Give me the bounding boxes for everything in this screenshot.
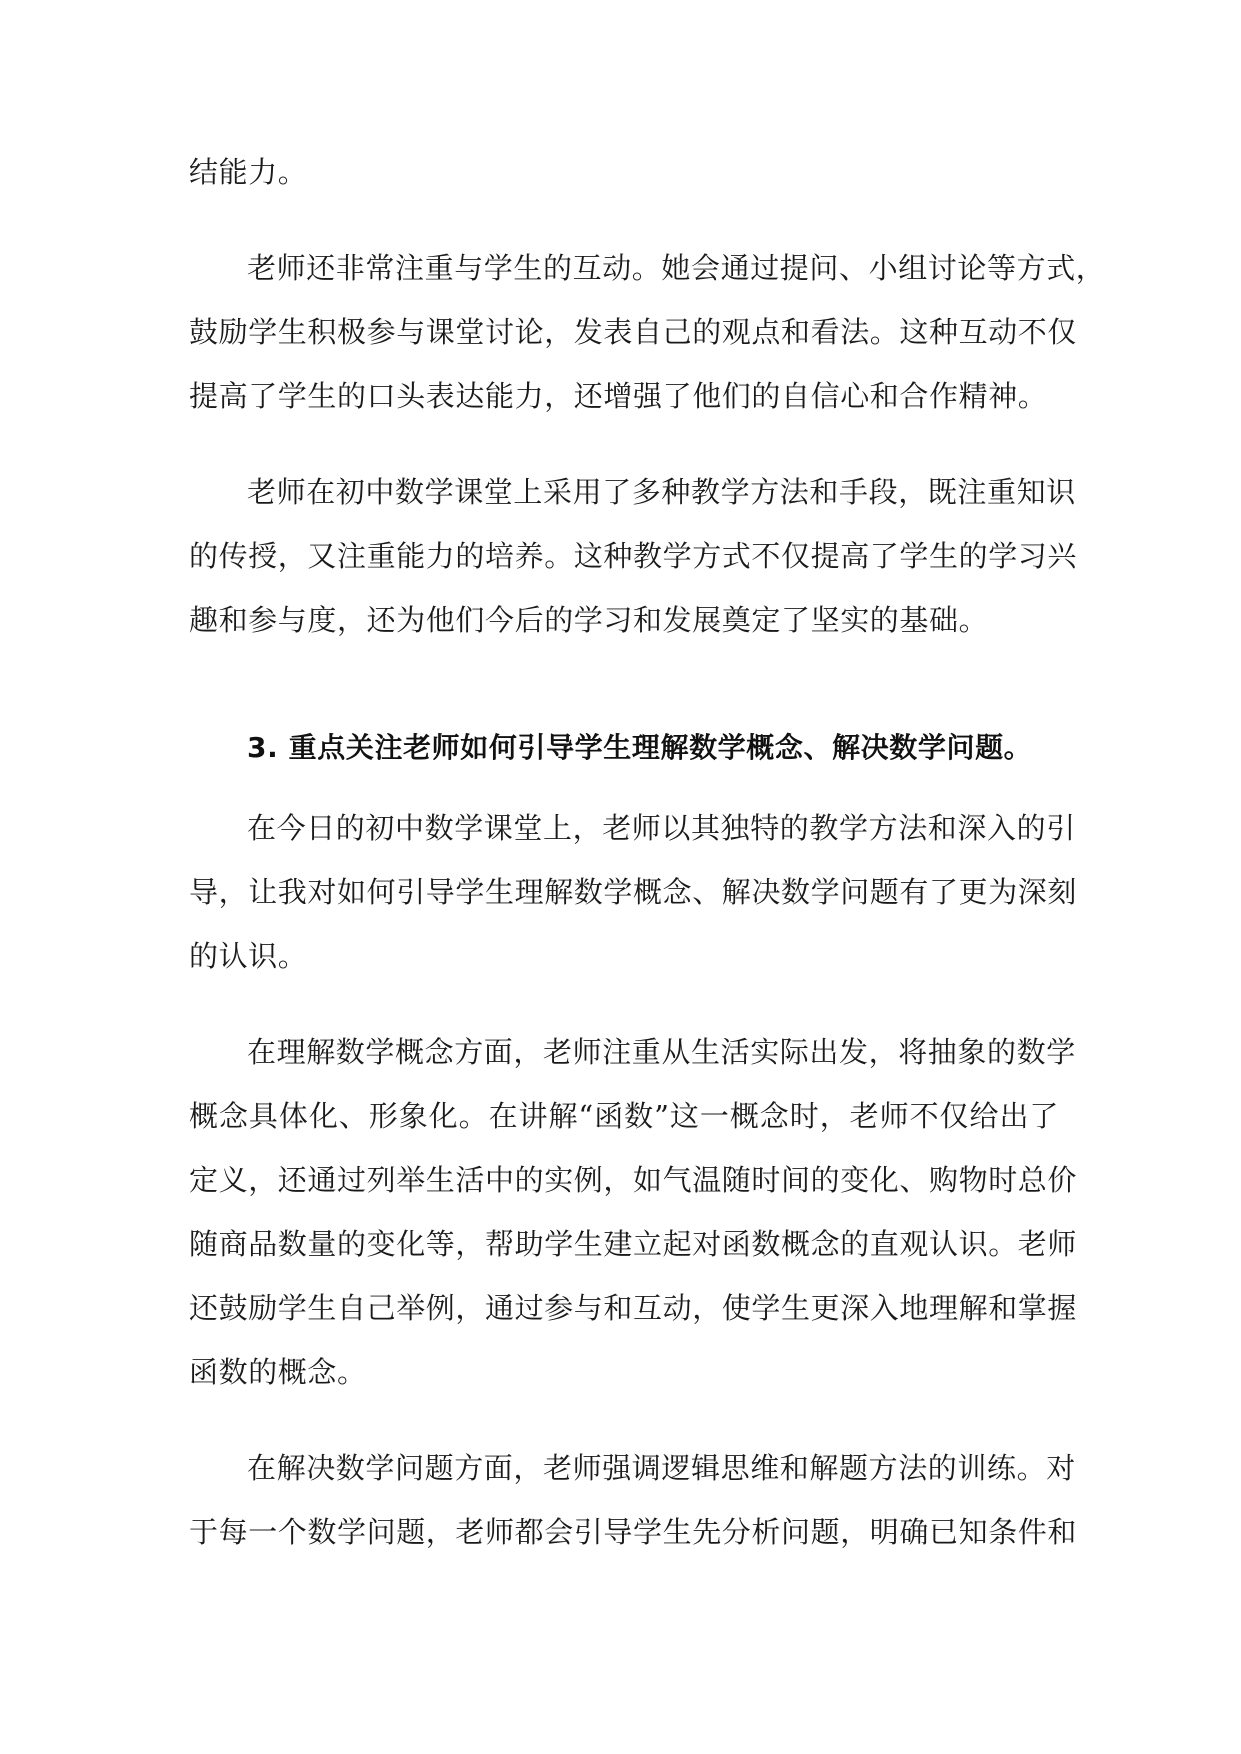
paragraph-line: 鼓励学生积极参与课堂讨论，发表自己的观点和看法。这种互动不仅: [189, 315, 1078, 349]
paragraph-2: [189, 236, 1106, 428]
paragraph-line: 的传授，又注重能力的培养。这种教学方式不仅提高了学生的学习兴: [189, 539, 1078, 573]
paragraph-line: 老师在初中数学课堂上采用了多种教学方法和手段，既注重知识: [247, 475, 1076, 509]
paragraph-6: [189, 1436, 1078, 1564]
paragraph-line: 趣和参与度，还为他们今后的学习和发展奠定了坚实的基础。: [189, 603, 989, 637]
paragraph-line: 的认识。: [189, 939, 308, 973]
paragraph-line: 在理解数学概念方面，老师注重从生活实际出发，将抽象的数学: [247, 1035, 1076, 1069]
paragraph-5: [189, 1020, 1078, 1404]
paragraph-line: 于每一个数学问题，老师都会引导学生先分析问题，明确已知条件和: [189, 1515, 1078, 1549]
paragraph-line: 还鼓励学生自己举例，通过参与和互动，使学生更深入地理解和掌握: [189, 1291, 1078, 1325]
paragraph-line: 在今日的初中数学课堂上，老师以其独特的教学方法和深入的引: [247, 811, 1076, 845]
paragraph-line: 随商品数量的变化等，帮助学生建立起对函数概念的直观认识。老师: [189, 1227, 1078, 1261]
document-body: [189, 140, 1106, 1564]
section-heading: 3. 重点关注老师如何引导学生理解数学概念、解决数学问题。: [247, 731, 1033, 764]
paragraph-1: [189, 140, 1059, 204]
paragraph-line: 在解决数学问题方面，老师强调逻辑思维和解题方法的训练。对: [247, 1451, 1076, 1485]
paragraph-line: 老师还非常注重与学生的互动。她会通过提问、小组讨论等方式，: [247, 251, 1106, 285]
paragraph-3: [189, 460, 1078, 652]
paragraph-4: [189, 796, 1078, 988]
paragraph-line: 结能力。: [189, 155, 308, 189]
paragraph-line: 导，让我对如何引导学生理解数学概念、解决数学问题有了更为深刻: [189, 875, 1078, 909]
paragraph-line: 概念具体化、形象化。在讲解“函数”这一概念时，老师不仅给出了: [189, 1099, 1059, 1133]
paragraph-line: 提高了学生的口头表达能力，还增强了他们的自信心和合作精神。: [189, 379, 1048, 413]
paragraph-line: 函数的概念。: [189, 1355, 367, 1389]
paragraph-line: 定义，还通过列举生活中的实例，如气温随时间的变化、购物时总价: [189, 1163, 1078, 1197]
